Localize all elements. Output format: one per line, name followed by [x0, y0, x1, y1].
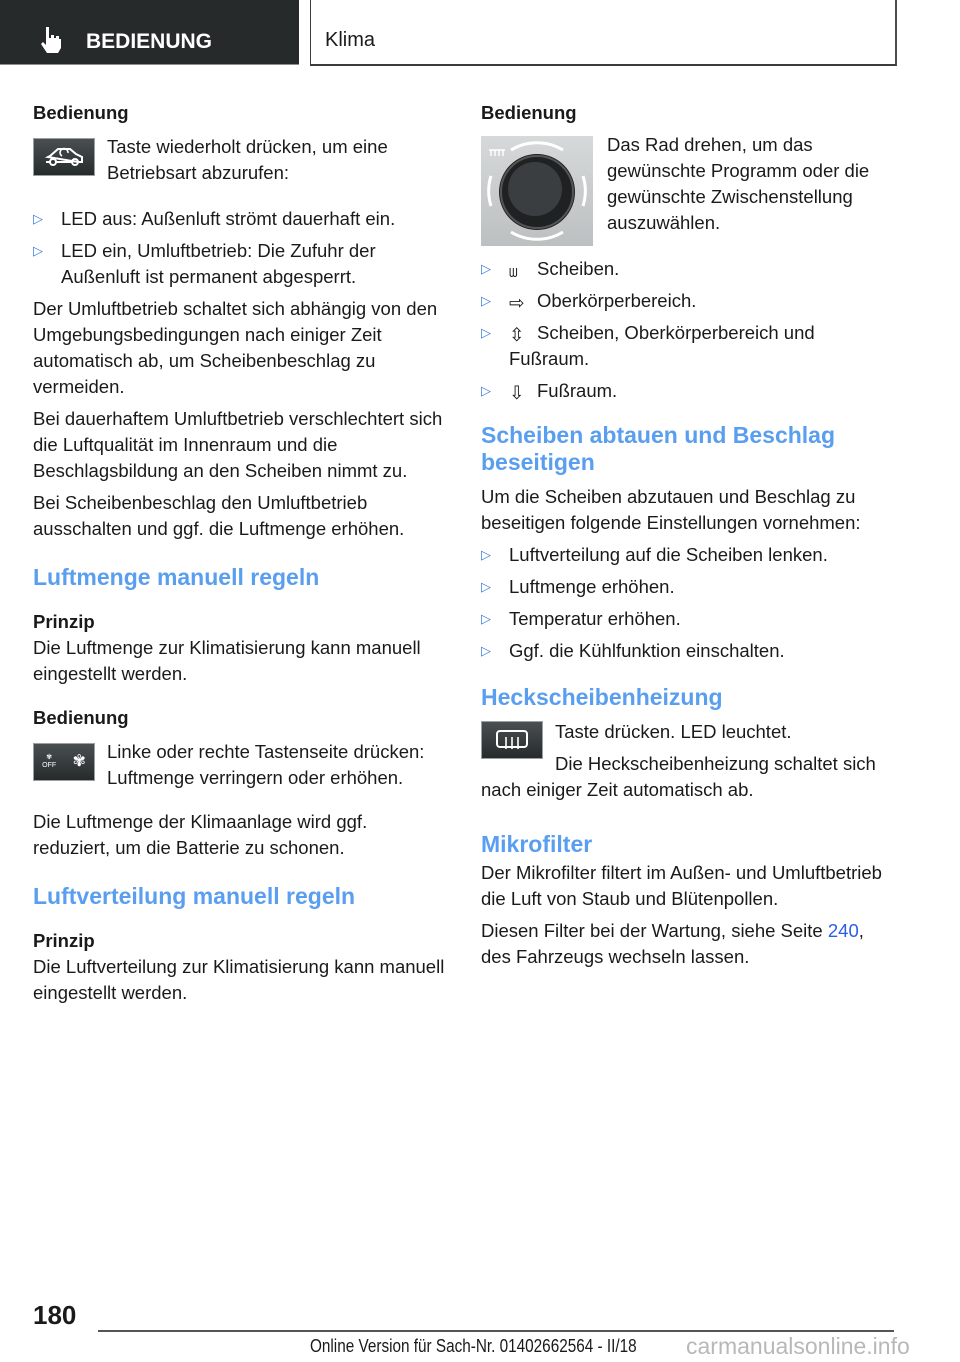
paragraph: Diesen Filter bei der Wartung, siehe Seite 240, des Fahrzeugs wechseln lassen. [481, 920, 864, 967]
subheading-bedienung: Bedienung [33, 102, 129, 123]
fan-icon: ✾ [72, 753, 86, 770]
bullet-triangle-icon: ▷ [481, 261, 491, 276]
list-item: ▷ Luftmenge erhöhen. [481, 574, 893, 600]
list-item: ▷ ⇩ Fußraum. [481, 380, 618, 403]
upper-body-icon: ⇨ [509, 292, 525, 313]
section-title-abtauen: Scheiben abtauen und Beschlag beseitigen [481, 422, 836, 475]
paragraph: Um die Scheiben abzutauen und Beschlag zu beseitigen folgende Einstellungen vornehmen: [481, 486, 861, 533]
windshield-icon: ᗯ [509, 266, 518, 280]
rear-defrost-block [481, 719, 893, 809]
section-title-luftmenge: Luftmenge manuell regeln [33, 564, 320, 590]
chapter-header [310, 0, 897, 66]
page-link[interactable]: 240 [827, 920, 859, 941]
subheading-prinzip: Prinzip [33, 611, 95, 632]
pointing-hand-icon [40, 27, 64, 53]
instruction-text: Taste wiederholt drücken, um eine Betriebsart abzurufen: [107, 136, 388, 183]
right-column [481, 100, 893, 976]
list-item: ▷ Ggf. die Kühlfunktion einschalten. [481, 638, 893, 664]
watermark: carmanualsonline.info [686, 1333, 910, 1359]
instruction-text: Linke oder rechte Tastenseite drücken: Luftmenge verringern oder erhöhen. [107, 741, 425, 788]
knob-instruction [481, 132, 893, 246]
section-label: BEDIENUNG [86, 30, 213, 53]
bullet-triangle-icon: ▷ [481, 325, 491, 340]
list-item: ▷ LED ein, Umluftbetrieb: Die Zufuhr der Außenluft ist permanent abgesperrt. [33, 238, 445, 290]
bullet-triangle-icon: ▷ [33, 211, 43, 226]
list-item: ▷ Temperatur erhöhen. [481, 606, 893, 632]
chapter-title: Klima [325, 29, 376, 51]
list-item: ▷ ⇳ Scheiben, Oberkörperbereich und Fußraum. [481, 320, 893, 372]
page-number: 180 [33, 1300, 77, 1330]
bullet-triangle-icon: ▷ [481, 293, 491, 308]
section-title-heckscheibenheizung: Heckscheibenheizung [481, 684, 723, 710]
bullet-triangle-icon: ▷ [481, 611, 491, 626]
left-column [33, 100, 445, 1012]
section-header [0, 0, 299, 65]
subheading-prinzip: Prinzip [33, 930, 95, 951]
paragraph: Bei dauerhaftem Umluftbetrieb verschlechtert sich die Luftqualität im Innenraum und die Beschlagsbildung an den Scheiben nimmt zu. [33, 408, 443, 481]
recirculation-car-icon [33, 138, 95, 176]
bullet-triangle-icon: ▷ [481, 383, 491, 398]
footwell-icon: ⇩ [509, 382, 525, 403]
list-item: ▷ LED aus: Außenluft strömt dauerhaft ein. [33, 206, 445, 232]
paragraph: Taste drücken. LED leuchtet. [555, 721, 792, 742]
paragraph: Die Luftmenge zur Klimatisierung kann manuell eingestellt werden. [33, 637, 421, 684]
bullet-triangle-icon: ▷ [481, 643, 491, 658]
air-distribution-knob-icon [481, 136, 593, 246]
footer-version: Online Version für Sach-Nr. 01402662564 - II/18 [310, 1336, 637, 1356]
list-item: ▷ ᗯ Scheiben. [481, 258, 620, 280]
bullet-triangle-icon: ▷ [481, 547, 491, 562]
paragraph: Die Luftmenge der Klimaanlage wird ggf. reduziert, um die Batterie zu schonen. [33, 811, 368, 858]
fan-instruction [33, 737, 445, 797]
rear-window-defrost-icon [481, 721, 543, 759]
all-zones-icon: ⇳ [509, 324, 525, 345]
paragraph: Die Luftverteilung zur Klimatisierung kann manuell eingestellt werden. [33, 956, 445, 1003]
bullet-triangle-icon: ▷ [481, 579, 491, 594]
section-title-luftverteilung: Luftverteilung manuell regeln [33, 883, 356, 909]
bullet-triangle-icon: ▷ [33, 243, 43, 258]
instruction-text: Das Rad drehen, um das gewünschte Programm oder die gewünschte Zwischenstellung auszuwählen. [607, 134, 870, 233]
list-item: ▷ Luftverteilung auf die Scheiben lenken. [481, 542, 893, 568]
section-title-mikrofilter: Mikrofilter [481, 831, 593, 857]
footer-divider [98, 1330, 894, 1332]
paragraph: Der Mikrofilter filtert im Außen- und Umluftbetrieb die Luft von Staub und Blütenpollen. [481, 862, 882, 909]
paragraph: Bei Scheibenbeschlag den Umluftbetrieb ausschalten und ggf. die Luftmenge erhöhen. [33, 492, 405, 539]
subheading-bedienung: Bedienung [33, 707, 129, 728]
recirculation-instruction [33, 132, 445, 192]
subheading-bedienung: Bedienung [481, 102, 577, 123]
fan-speed-icon: ✾ OFF ✾ [33, 743, 95, 781]
list-item: ▷ ⇨ Oberkörperbereich. [481, 290, 697, 313]
paragraph: Die Heckscheibenheizung schaltet sich nach einiger Zeit automatisch ab. [481, 753, 876, 800]
paragraph: Der Umluftbetrieb schaltet sich abhängig von den Umgebungsbedingungen nach einiger Zeit automatisch ab, um Scheibenbeschlag zu vermeiden. [33, 298, 438, 397]
